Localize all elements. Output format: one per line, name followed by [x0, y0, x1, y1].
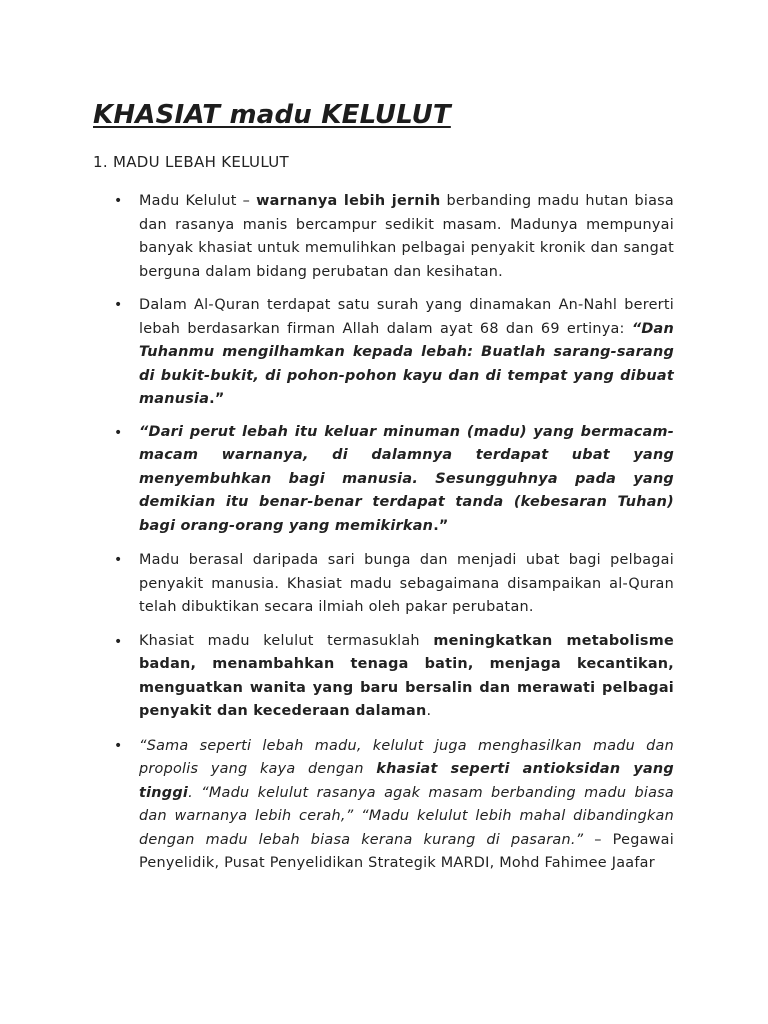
bullet-text: Khasiat madu kelulut termasuklah — [139, 632, 434, 649]
bullet-list — [0, 190, 768, 876]
bullet-item — [114, 190, 674, 284]
bullet-icon: • — [114, 193, 123, 209]
bullet-item — [114, 735, 674, 876]
bullet-item — [114, 294, 674, 412]
bullet-text: Madu berasal daripada sari bunga dan menjadi ubat bagi pelbagai penyakit manusia. Khasiat madu sebagaimana disampaikan al-Quran telah dibuktikan secara ilmiah oleh pakar perubatan. — [139, 552, 674, 615]
bullet-quote-text: . Sesungguhnya pada yang demikian itu benar-benar terdapat tanda (kebesaran Tuhan) bagi orang-orang yang memikirkan — [139, 470, 674, 534]
bullet-item — [114, 549, 674, 620]
bullet-icon: • — [114, 633, 123, 650]
bullet-icon: • — [114, 737, 123, 754]
bullet-quote-text: “Sama seperti lebah madu, kelulut juga menghasilkan madu dan propolis yang kaya dengan — [139, 737, 674, 777]
bullet-item — [114, 630, 674, 724]
bullet-icon: • — [114, 424, 123, 441]
bullet-text: . — [426, 703, 432, 719]
bullet-attribution: – Pegawai Penyelidik, Pusat Penyelidikan Strategik MARDI, Mohd Fahimee Jaafar — [139, 831, 674, 871]
bullet-item — [114, 421, 674, 539]
bullet-emphasis: khasiat seperti antioksidan yang tinggi — [139, 761, 674, 801]
bullet-quote-end: .” — [209, 391, 225, 407]
bullet-emphasis: warnanya lebih jernih — [256, 193, 441, 209]
bullet-quote-text: . “Madu kelulut rasanya agak masam berbanding madu biasa dan warnanya lebih cerah,” “Madu kelulut lebih mahal dibandingkan dengan madu lebah biasa kerana kurang di pasaran.” — [139, 784, 674, 848]
bullet-text: Dalam Al-Quran terdapat satu surah yang dinamakan An-Nahl bererti lebah berdasarkan firman Allah dalam ayat 68 dan 69 ertinya: — [139, 297, 674, 337]
bullet-icon: • — [114, 552, 123, 568]
bullet-quote-end: .” — [433, 517, 449, 534]
bullet-text: Madu Kelulut – — [139, 193, 257, 209]
bullet-quote-text: “Dan Tuhanmu mengilhamkan kepada lebah: Buatlah sarang-sarang di bukit-bukit, di pohon-pohon kayu dan di tempat yang dibuat manusia — [139, 320, 674, 407]
section-heading: 1. MADU LEBAH KELULUT — [93, 153, 289, 171]
bullet-quote-text: “Dari perut lebah itu keluar minuman (madu) yang bermacam-macam warnanya, di dalamnya terdapat ubat yang menyembuhkan bagi manusia — [139, 423, 674, 487]
document-title: KHASIAT madu KELULUT — [93, 100, 451, 130]
bullet-emphasis: meningkatkan metabolisme badan, menambahkan tenaga batin, menjaga kecantikan, menguatkan wanita yang baru bersalin dan merawati pelbagai penyakit dan kecederaan dalaman — [139, 632, 674, 719]
bullet-icon: • — [114, 297, 123, 313]
bullet-text: berbanding madu hutan biasa dan rasanya manis bercampur sedikit masam. Madunya mempunyai banyak khasiat untuk memulihkan pelbagai penyakit kronik dan sangat berguna dalam bidang perubatan dan kesihatan. — [139, 193, 674, 280]
